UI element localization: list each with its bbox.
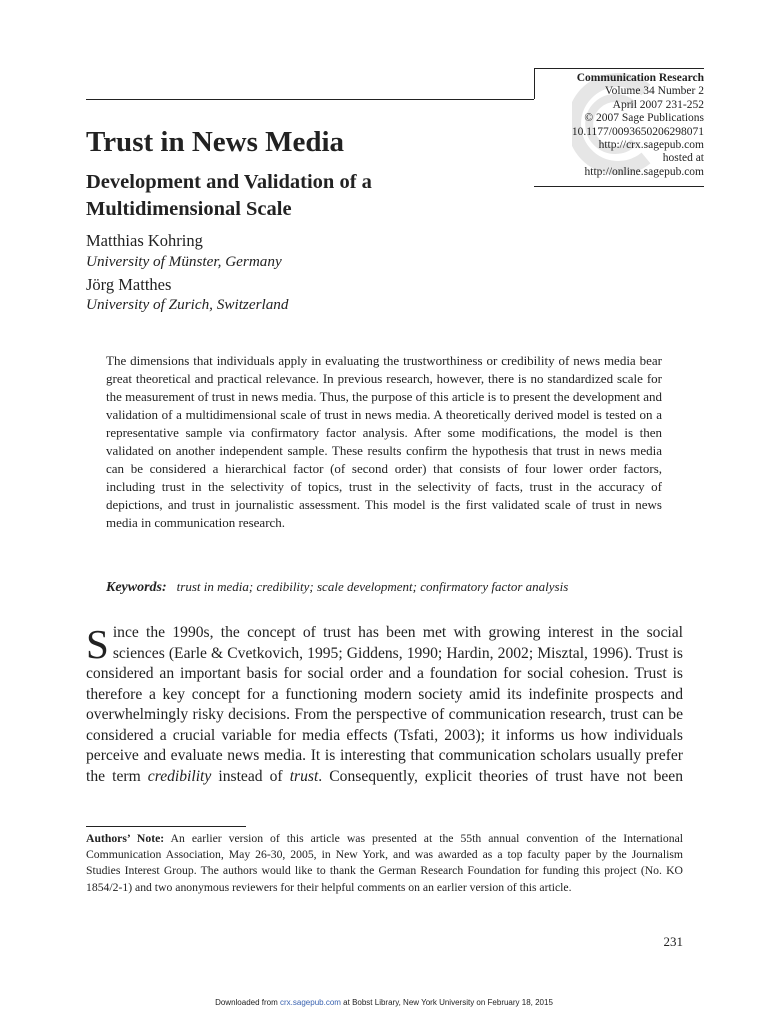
journal-date-pages: April 2007 231-252 (612, 98, 704, 111)
journal-info-box (534, 68, 704, 179)
body-text-part: ince the 1990s, the concept of trust has been met with growing interest in the social sciences (Earle & Cvetkovich, 1995; Giddens, 1990; Hardin, 2002; Misztal, 1996). Trust is considered an important basis for social order and a foundation for social cohesion. Trust is therefore a key concept for a functioning modern society amid its indefinite prospects and overwhelmingly risky decisions. From the perspective of communication research, trust can be considered a crucial variable for media effects (Tsfati, 2003); it informs us how individuals perceive and evaluate news media. It is interesting that communication scholars usually prefer the term (86, 624, 683, 785)
journal-box-bottom-border (534, 186, 704, 187)
journal-doi[interactable]: 10.1177/0093650206298071 (571, 125, 704, 138)
page-number: 231 (663, 934, 683, 949)
authors-note-text: An earlier version of this article was presented at the 55th annual convention of the International Communication Association, May 26-30, 2005, in New York, and was awarded as a top faculty paper by the Journalism Studies Interest Group. The authors would like to thank the German Research Foundation for funding this project (No. KO 1854/2-1) and two anonymous reviewers for their helpful comments on an earlier version of this article. (86, 832, 684, 894)
authors-note (86, 831, 683, 896)
abstract: The dimensions that individuals apply in evaluating the trustworthiness or credibility of news media bear great theoretical and practical relevance. In previous research, however, there is no standardized scale for the measurement of trust in news media. Thus, the purpose of this article is to present the development and validation of a multidimensional scale of trust in news media. A theoretically derived model is tested on a representative sample via confirmatory factor analysis. After some modifications, the model is then validated on another independent sample. These results confirm the hypothesis that trust in news media can be considered a hierarchical factor (of second order) that consists of four lower order factors, including trust in the selectivity of topics, trust in the selectivity of facts, trust in the accuracy of depictions, and trust in journalistic assessment. This model is the first validated scale of trust in news media in communication research. (106, 353, 662, 530)
article-title: Trust in News Media (86, 126, 345, 158)
download-notice (0, 998, 768, 1007)
keywords-label: Keywords: (106, 580, 167, 595)
journal-url[interactable]: http://crx.sagepub.com (598, 139, 704, 152)
journal-name: Communication Research (576, 72, 704, 84)
body-paragraph (86, 623, 683, 787)
author-affiliation: University of Zurich, Switzerland (86, 296, 289, 313)
footnote-rule (86, 826, 246, 827)
authors-note-label: Authors’ Note: (86, 832, 165, 845)
download-prefix: Downloaded from (215, 998, 278, 1007)
journal-hosted-label: hosted at (662, 152, 704, 165)
body-emphasis: trust (289, 767, 319, 785)
download-link[interactable]: crx.sagepub.com (280, 998, 341, 1007)
body-emphasis: credibility (147, 767, 212, 785)
journal-volume: Volume 34 Number 2 (604, 85, 704, 98)
body-text-part: instead of (218, 767, 283, 785)
keywords-value: trust in media; credibility; scale development; confirmatory factor analysis (176, 579, 569, 594)
keywords (106, 578, 696, 597)
author-name: Jörg Matthes (86, 275, 172, 294)
author-name: Matthias Kohring (86, 231, 203, 250)
journal-hosted-url[interactable]: http://online.sagepub.com (584, 165, 704, 178)
article-subtitle: Development and Validation of a Multidimensional Scale (86, 171, 372, 220)
author-affiliation: University of Münster, Germany (86, 253, 282, 270)
download-suffix: at Bobst Library, New York University on February 18, 2015 (343, 998, 553, 1007)
drop-cap: S (86, 621, 109, 667)
title-rule (86, 99, 534, 100)
body-text-part: . Consequently, explicit theories of trust have not been (318, 767, 684, 785)
journal-copyright: © 2007 Sage Publications (584, 112, 704, 125)
